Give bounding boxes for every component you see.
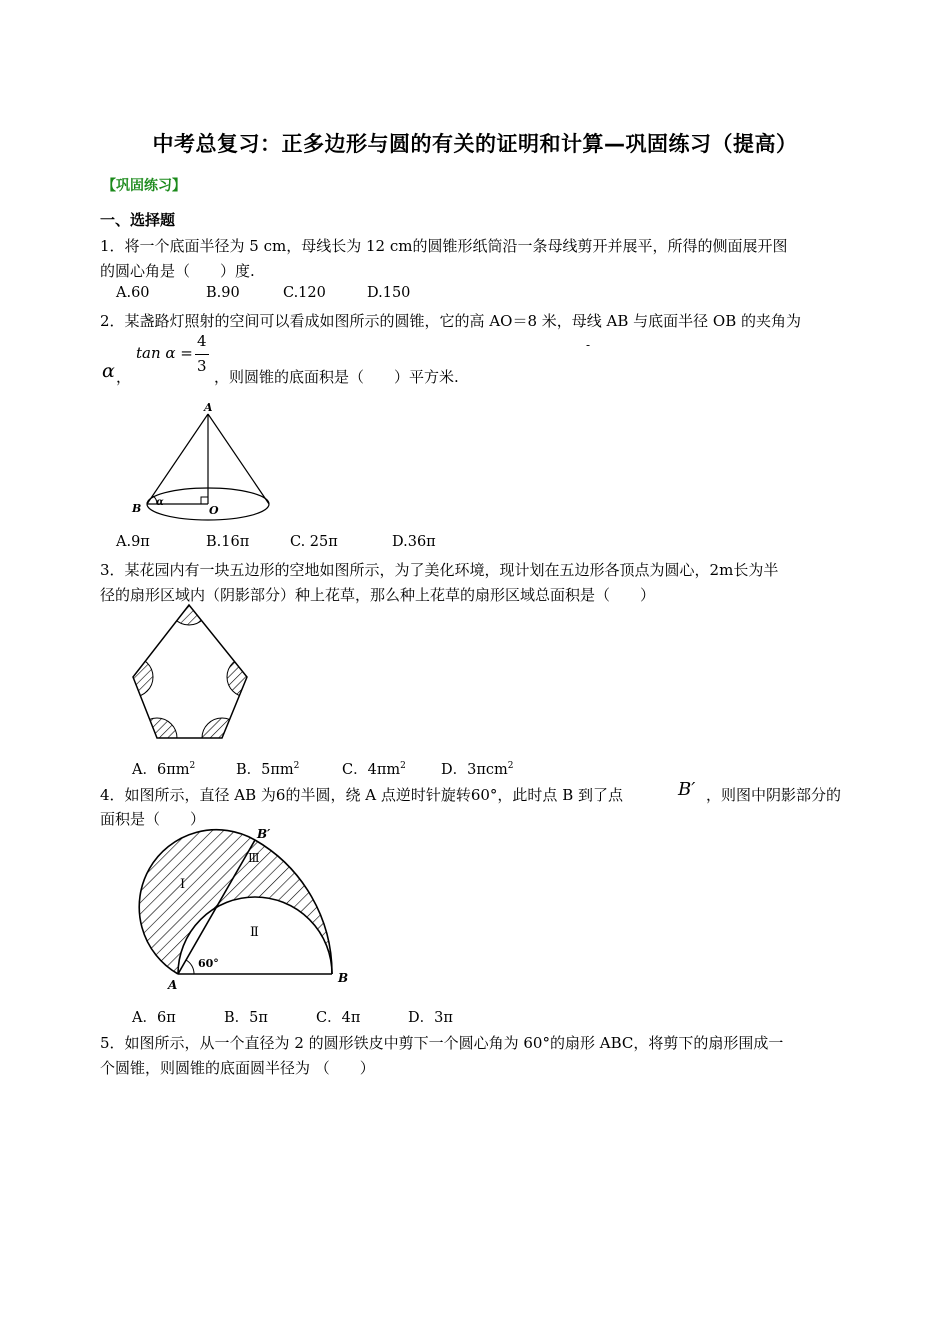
q2-tan-expression: tan α = [136, 344, 193, 362]
q4-line1: 4．如图所示，直径 AB 为6的半圆，绕 A 点逆时针旋转60°，此时点 B 到了点 [100, 786, 623, 804]
label-alpha: α [156, 497, 164, 508]
semicircle-rotation-figure [128, 824, 353, 996]
right-angle-mark [201, 497, 208, 504]
page-title: 中考总复习：正多边形与圆的有关的证明和计算—巩固练习（提高） [152, 132, 798, 156]
q2-line1: 2．某盏路灯照射的空间可以看成如图所示的圆锥，它的高 AO＝8 米，母线 AB 与底面半径 OB 的夹角为 [100, 312, 802, 330]
label-bprime: B′ [257, 827, 271, 841]
q5-line1: 5．如图所示，从一个直径为 2 的圆形铁皮中剪下一个圆心角为 60°的扇形 ABC，将剪下的扇形围成一 [100, 1034, 784, 1052]
q3-line1: 3．某花园内有一块五边形的空地如图所示，为了美化环境，现计划在五边形各顶点为圆心，2m长为半 [100, 561, 779, 579]
section-heading: 一、选择题 [100, 211, 176, 229]
q1-line2: 的圆心角是（ ）度. [100, 262, 255, 280]
q4-option-d: D．3π [408, 1010, 453, 1026]
label-b: B [338, 971, 349, 985]
label-o: O [209, 504, 219, 517]
q3-option-b: B．$5\pi m^2$ [236, 761, 300, 778]
q3-option-d: D．3πcm$^2$ [441, 761, 514, 778]
q2-option-b: B.16π [206, 534, 250, 550]
q1-option-d: D.150 [367, 285, 411, 301]
q2-option-d: D.36π [392, 534, 436, 550]
q4-option-c: C．4π [316, 1010, 361, 1026]
q2-comma: ， [116, 368, 132, 386]
q2-option-c: C. 25π [290, 534, 338, 550]
q5-line2: 个圆锥，则圆锥的底面圆半径为 （ ） [100, 1059, 375, 1077]
q2-line2-tail: ，则圆锥的底面积是（ ）平方米. [214, 368, 459, 386]
q1-option-c: C.120 [283, 285, 326, 301]
cone-figure [128, 398, 273, 526]
q1-line1: 1．将一个底面半径为 5 cm，母线长为 12 cm的圆锥形纸筒沿一条母线剪开并展平，所得的侧面展开图 [100, 237, 788, 255]
q4-line1-tail: ，则图中阴影部分的 [706, 786, 842, 804]
q4-option-a: A．6π [132, 1010, 176, 1026]
label-angle-60: 60° [198, 957, 219, 970]
q2-option-a: A.9π [116, 534, 150, 550]
q2-fraction-numerator: 4 [197, 332, 207, 350]
label-region-i: Ⅰ [180, 877, 186, 892]
q4-line2: 面积是（ ） [100, 810, 206, 828]
section-tag: 【巩固练习】 [102, 178, 186, 194]
label-a: A [204, 401, 213, 414]
label-b: B [132, 502, 142, 515]
label-region-iii: Ⅲ [248, 851, 260, 865]
q1-option-a: A.60 [116, 285, 150, 301]
label-a: A [168, 978, 178, 992]
q1-option-b: B.90 [206, 285, 240, 301]
q4-option-b: B．5π [224, 1010, 268, 1026]
stray-dash: - [586, 338, 591, 352]
label-region-ii: Ⅱ [250, 925, 259, 940]
q2-fraction-bar [195, 354, 209, 355]
q2-fraction-denominator: 3 [197, 357, 207, 375]
q4-bprime: B′ [678, 779, 696, 800]
q2-alpha: α [102, 360, 115, 382]
pentagon-figure [125, 602, 255, 742]
pentagon-sectors [125, 602, 255, 742]
q3-option-c: C．$4\pi m^2$ [342, 761, 406, 778]
q3-line2: 径的扇形区域内（阴影部分）种上花草，那么种上花草的扇形区域总面积是（ ） [100, 586, 656, 604]
q3-option-a: A．$6\pi m^2$ [132, 761, 196, 778]
